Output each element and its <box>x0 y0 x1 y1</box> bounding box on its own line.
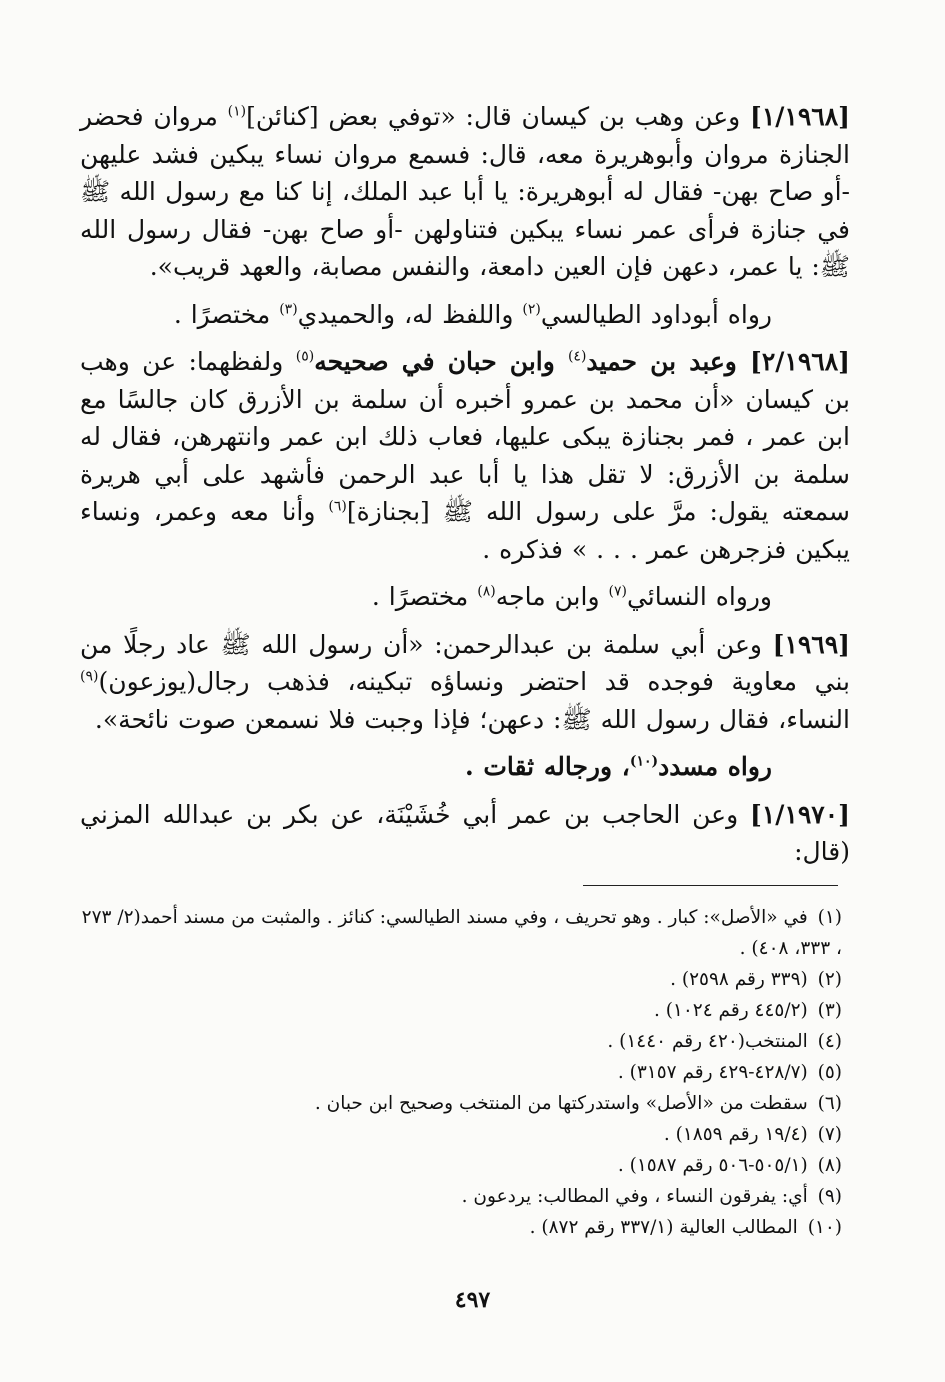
footnote-1 <box>80 902 842 964</box>
text: مروان فحضر الجنازة مروان وأبوهريرة معه، قال: فسمع مروان نساء يبكين فشد عليهن -أو صاح بهن- فقال له أبوهريرة: يا أبا عبد الملك، إنا كنا مع رسول الله ﷺ في جنازة فرأى عمر نساء يبكين فتناولهن -أو صاح بهن- فقال رسول الله ﷺ: يا عمر، دعهن فإن العين دامعة، والنفس مصابة، والعهد قريب». <box>80 102 850 281</box>
footnote-2 <box>80 964 842 995</box>
text: ، ورجاله ثقات . <box>464 752 630 781</box>
hadith-1969 <box>80 626 850 739</box>
footnote-number: (٧) <box>817 1124 842 1145</box>
footnote-7 <box>80 1119 842 1150</box>
text: وعن الحاجب بن عمر أبي خُشَيْنَة، عن بكر بن عبدالله المزني (قال: <box>80 799 850 866</box>
footnote-9 <box>80 1181 842 1212</box>
footnote-ref: (٣) <box>279 301 298 318</box>
footnote-text: المطالب العالية (٣٣٧/١ رقم ٨٧٢) . <box>529 1217 798 1238</box>
footnote-number: (٦) <box>817 1093 842 1114</box>
footnote-text: سقطت من «الأصل» واستدركتها من المنتخب وصحيح ابن حبان . <box>314 1093 808 1114</box>
hadith-1968-2 <box>80 343 850 568</box>
footnote-text: (٤٢٨/٧-٤٢٩ رقم ٣١٥٧) . <box>617 1062 808 1083</box>
footnote-text: المنتخب(٤٢٠ رقم ١٤٤٠) . <box>607 1031 808 1052</box>
footnote-ref: (١) <box>227 103 247 120</box>
hadith-1970-1 <box>80 796 850 871</box>
text: ولفظهما: عن وهب بن كيسان «أن محمد بن عمرو أخبره أن سلمة بن الأزرق كان جالسًا مع ابن عمر ، فمر بجنازة يبكى عليها، فعاب ذلك ابن عمر وانتهرهن، فقال له سلمة بن الأزرق: لا تقل هذا يا أبا عبد الرحمن فأشهد على أبي هريرة سمعته يقول: مرَّ على رسول الله ﷺ [بجنازة] <box>80 347 850 526</box>
footnote-number: (١٠) <box>807 1217 842 1238</box>
footnote-6 <box>80 1088 842 1119</box>
footnote-3 <box>80 995 842 1026</box>
footnote-number: (٨) <box>817 1155 842 1176</box>
footnote-ref: (٩) <box>80 668 99 685</box>
text: وعبد بن حميد <box>586 347 751 376</box>
footnote-text: في «الأصل»: كبار . وهو تحريف ، وفي مسند الطيالسي: كنائز . والمثبت من مسند أحمد(٢/ ٢٧٣ ، ٣٣٣، ٤٠٨) . <box>81 907 842 959</box>
footnote-number: (٥) <box>817 1062 842 1083</box>
text: ورواه النسائي <box>626 582 772 611</box>
text: وابن ماجه <box>495 582 609 611</box>
text: النساء، فقال رسول الله ﷺ: دعهن؛ فإذا وجبت فلا نسمعن صوت نائحة». <box>94 704 850 734</box>
footnote-number: (٢) <box>817 969 842 990</box>
hadith-number: [٢/١٩٦٨] <box>750 347 850 376</box>
footnote-8 <box>80 1150 842 1181</box>
footnote-ref: (٥) <box>295 348 315 365</box>
footnote-ref: (١٠) <box>629 753 659 770</box>
footnote-ref: (٢) <box>522 301 541 318</box>
text: مختصرًا . <box>371 582 478 611</box>
hadith-number: [١٩٦٩] <box>772 629 850 659</box>
footnote-4 <box>80 1026 842 1057</box>
footnotes <box>80 902 842 1243</box>
footnote-10 <box>80 1212 842 1243</box>
main-text <box>80 98 850 881</box>
source-note <box>80 748 850 786</box>
footnote-ref: (٤) <box>567 348 587 365</box>
footnote-ref: (٦) <box>328 498 347 515</box>
text: رواه مسدد <box>658 752 772 781</box>
hadith-number: [١/١٩٧٠] <box>750 799 850 829</box>
footnote-text: أي: يفرقون النساء ، وفي المطالب: يردعون . <box>461 1186 808 1207</box>
hadith-1968-1 <box>80 98 850 286</box>
source-note <box>80 296 850 334</box>
footnote-ref: (٧) <box>608 583 627 600</box>
footnote-text: (١٩/٤ رقم ١٨٥٩) . <box>663 1124 808 1145</box>
footnote-number: (١) <box>817 907 842 928</box>
text: وعن أبي سلمة بن عبدالرحمن: «أن رسول الله ﷺ عاد رجلًا من بني معاوية فوجده قد احتضر ونساؤه تبكينه، فذهب رجال(يوزعون) <box>80 629 850 696</box>
text: وابن حبان في صحيحه <box>314 347 568 376</box>
page-number: ٤٩٧ <box>454 1287 491 1313</box>
source-note <box>80 578 850 616</box>
footnote-separator <box>583 885 838 886</box>
text: رواه أبوداود الطيالسي <box>540 299 772 329</box>
footnote-text: (٣٣٩ رقم ٢٥٩٨) . <box>670 969 808 990</box>
footnote-text: (٤٤٥/٢ رقم ١٠٢٤) . <box>653 1000 808 1021</box>
footnote-text: (٥٠٥/١-٥٠٦ رقم ١٥٨٧) . <box>617 1155 808 1176</box>
hadith-number: [١/١٩٦٨] <box>750 102 850 131</box>
footnote-number: (٤) <box>817 1031 842 1052</box>
footnote-number: (٣) <box>817 1000 842 1021</box>
footnote-5 <box>80 1057 842 1088</box>
text: وأنا معه وعمر، ونساء يبكين فزجرهن عمر . . . » فذكره . <box>80 497 850 564</box>
footnote-ref: (٨) <box>477 583 496 600</box>
footnote-number: (٩) <box>817 1186 842 1207</box>
text: مختصرًا . <box>173 299 280 329</box>
text: واللفظ له، والحميدي <box>297 299 523 329</box>
text: وعن وهب بن كيسان قال: «توفي بعض [كنائن] <box>246 102 751 131</box>
